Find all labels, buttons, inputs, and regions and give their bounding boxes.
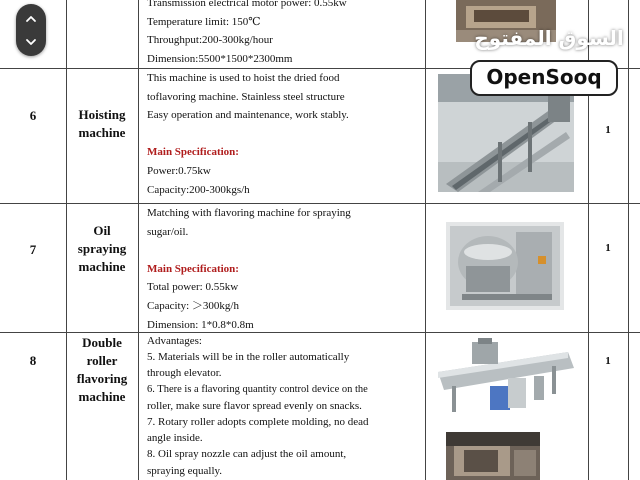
column-divider	[425, 0, 426, 480]
machine-name-line: machine	[78, 125, 126, 140]
quantity: 1	[605, 355, 611, 367]
description-line: 6. There is a flavoring quantity control device on the	[147, 383, 368, 395]
description-line: Easy operation and maintenance, work stably.	[147, 109, 349, 122]
machine-name-line: roller	[86, 353, 118, 368]
description-line: roller, make sure flavor spread evenly on snacks.	[147, 399, 362, 412]
roller-detail-photo	[446, 432, 540, 480]
quantity: 1	[605, 242, 611, 254]
machine-name-line: Double	[82, 335, 122, 350]
description-line: sugar/oil.	[147, 225, 189, 238]
machine-name	[66, 222, 138, 276]
spec-line: Total power: 0.55kw	[147, 281, 239, 294]
machine-name	[66, 334, 138, 406]
double-roller-machine-photo	[432, 338, 578, 418]
machine-description	[147, 69, 423, 199]
description-line: Matching with flavoring machine for spraying	[147, 207, 351, 219]
machine-name-line: machine	[78, 389, 126, 404]
spec-line: Capacity: ＞300kg/h	[147, 299, 239, 312]
spec-line: Dimension:5500*1500*2300mm	[147, 52, 293, 65]
spec-heading: Main Specification:	[147, 262, 239, 275]
column-divider	[138, 0, 139, 480]
prev-row-description	[147, 0, 423, 68]
spec-heading: Main Specification:	[147, 146, 239, 159]
opensooq-logo: OpenSooq	[470, 60, 618, 96]
machine-description	[147, 333, 423, 479]
description-line: 8. Oil spray nozzle can adjust the oil amount,	[147, 448, 347, 461]
spec-line: Dimension: 1*0.8*0.8m	[147, 318, 254, 331]
oil-spraying-machine-photo	[446, 222, 564, 310]
machine-name-line: spraying	[77, 241, 127, 256]
machine-name-line: Hoisting	[78, 107, 126, 122]
description-line: spraying equally.	[147, 464, 223, 477]
description-line: angle inside.	[147, 432, 203, 445]
machine-name-line: machine	[78, 259, 126, 274]
spec-line: Power:0.75kw	[147, 164, 211, 177]
description-line: through elevator.	[147, 367, 222, 380]
row-number: 6	[29, 108, 37, 123]
watermark-arabic: السوق المفتوح	[474, 26, 624, 50]
row-number: 8	[29, 353, 37, 368]
spec-line: Transmission electrical motor power: 0.55kw	[147, 0, 347, 9]
machine-name-line: Oil	[93, 223, 111, 238]
description-line: 5. Materials will be in the roller automatically	[147, 351, 350, 364]
description-line: This machine is used to hoist the dried food	[147, 72, 340, 84]
spec-line: Temperature limit: 150℃	[147, 15, 261, 28]
machine-name-line: flavoring	[76, 371, 128, 386]
quantity: 1	[605, 124, 611, 136]
scroll-control	[16, 4, 46, 56]
row-number: 7	[29, 242, 37, 257]
chevron-down-icon[interactable]	[25, 35, 37, 47]
machine-description	[147, 204, 423, 334]
machine-name	[66, 106, 138, 142]
description-line: toflavoring machine. Stainless steel structure	[147, 90, 345, 103]
column-divider	[628, 0, 629, 480]
spec-line: Capacity:200-300kgs/h	[147, 183, 250, 196]
chevron-up-icon[interactable]	[25, 12, 37, 24]
spec-line: Throughput:200-300kg/hour	[147, 34, 273, 47]
description-line: 7. Rotary roller adopts complete molding, no dead	[147, 416, 369, 429]
description-line: Advantages:	[147, 335, 202, 347]
